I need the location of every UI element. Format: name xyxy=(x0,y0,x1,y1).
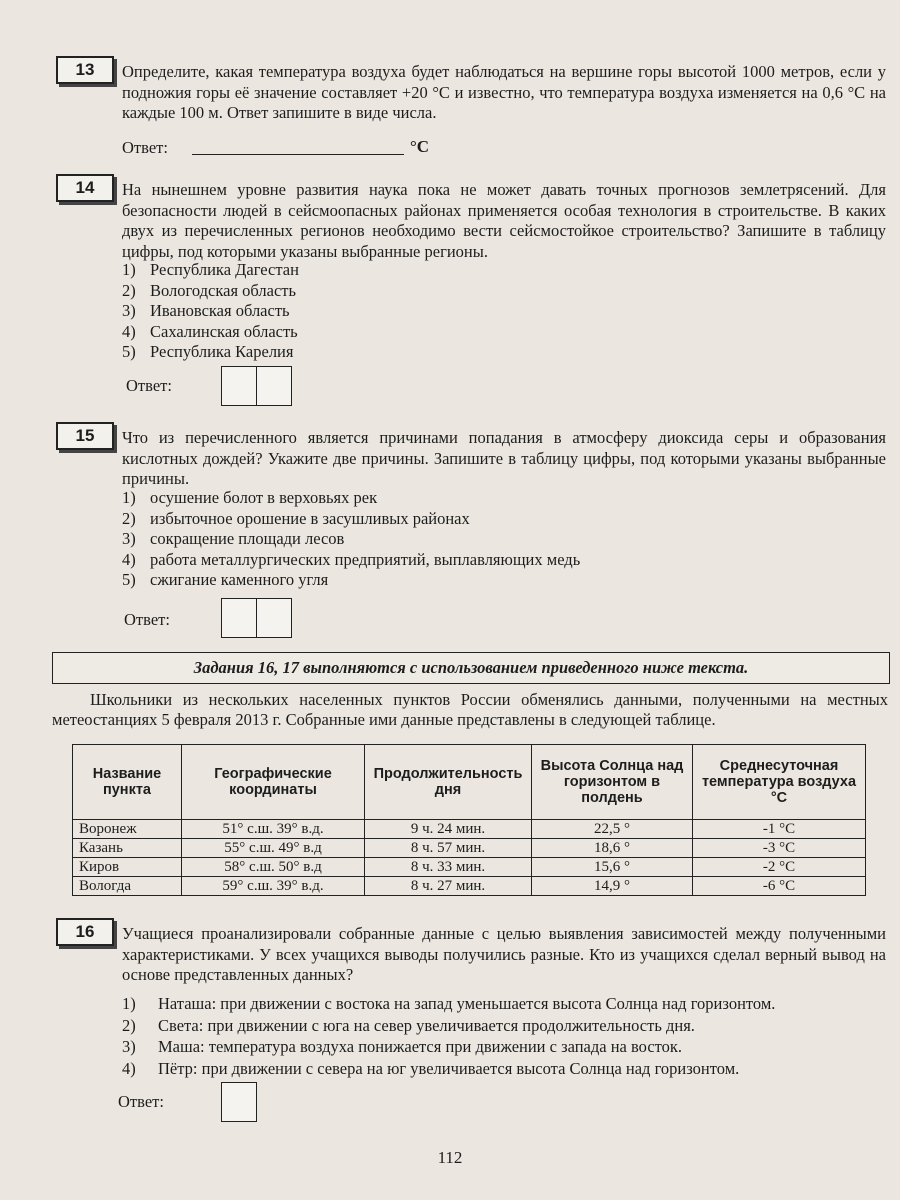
question-16-number: 16 xyxy=(56,918,114,946)
table-row xyxy=(73,858,866,877)
cell-name: Киров xyxy=(73,858,182,877)
cell-day-length: 8 ч. 57 мин. xyxy=(365,839,532,858)
cell-coords: 51° с.ш. 39° в.д. xyxy=(182,820,365,839)
question-15-options xyxy=(122,488,580,591)
option-item: 4) Сахалинская область xyxy=(122,321,298,341)
header-temperature: Среднесуточная температура воздуха °С xyxy=(693,745,866,820)
option-item: 1) осушение болот в верховьях рек xyxy=(122,488,378,507)
option-item: 4) Пётр: при движении с севера на юг увеличивается высота Солнца над горизонтом. xyxy=(122,1058,740,1078)
tasks-16-17-banner: Задания 16, 17 выполняются с использованием приведенного ниже текста. xyxy=(52,652,890,684)
table-row xyxy=(73,877,866,896)
question-13-number: 13 xyxy=(56,56,114,84)
option-item: 5) сжигание каменного угля xyxy=(122,570,329,589)
question-15-answer-label: Ответ: xyxy=(124,610,170,629)
question-13-text: Определите, какая температура воздуха будет наблюдаться на вершине горы высотой 1000 метров, если у подножия горы её значение составляет +20 °С и известно, что температура воздуха изменяется на 0,6 °С на каждые 100 м. Ответ запишите в виде числа. xyxy=(122,62,886,122)
table-row xyxy=(73,839,866,858)
cell-sun-height: 22,5 ° xyxy=(532,820,693,839)
question-14-text: На нынешнем уровне развития наука пока не может давать точных прогнозов землетрясений. Для безопасности людей в сейсмоопасных районах применяется особая технология в строительстве. В каких двух из перечисленных регионов необходимо вести сейсмостойкое строительство? Запишите в таблицу цифры, под которыми указаны выбранные регионы. xyxy=(122,180,886,261)
cell-name: Воронеж xyxy=(73,820,182,839)
table-intro-text: Школьники из нескольких населенных пунктов России обменялись данными, полученными на местных метеостанциях 5 февраля 2013 г. Собранные ими данные представлены в следующей таблице. xyxy=(52,690,888,729)
question-14-options xyxy=(122,260,299,363)
weather-data-table xyxy=(72,744,866,896)
option-item: 3) сокращение площади лесов xyxy=(122,529,345,548)
cell-temperature: -3 °С xyxy=(693,839,866,858)
option-item: 2) избыточное орошение в засушливых районах xyxy=(122,508,470,528)
question-13-answer-line[interactable] xyxy=(192,154,404,155)
cell-coords: 55° с.ш. 49° в.д xyxy=(182,839,365,858)
cell-day-length: 8 ч. 33 мин. xyxy=(365,858,532,877)
page-number: 112 xyxy=(437,1148,463,1167)
option-item: 4) работа металлургических предприятий, выплавляющих медь xyxy=(122,549,581,569)
question-16-answer-cell[interactable] xyxy=(221,1082,257,1122)
table-row xyxy=(73,820,866,839)
option-item: 1) Наташа: при движении с востока на запад уменьшается высота Солнца над горизонтом. xyxy=(122,994,776,1013)
table-header-row xyxy=(73,745,866,820)
cell-sun-height: 15,6 ° xyxy=(532,858,693,877)
question-13-unit: °С xyxy=(410,137,430,156)
option-item: 3) Маша: температура воздуха понижается при движении с запада на восток. xyxy=(122,1037,683,1056)
question-16-answer-label: Ответ: xyxy=(118,1092,164,1111)
cell-temperature: -2 °С xyxy=(693,858,866,877)
cell-sun-height: 18,6 ° xyxy=(532,839,693,858)
header-name: Название пункта xyxy=(73,745,182,820)
cell-coords: 58° с.ш. 50° в.д xyxy=(182,858,365,877)
option-item: 3) Ивановская область xyxy=(122,301,290,320)
header-day-length: Продолжительность дня xyxy=(365,745,532,820)
cell-temperature: -6 °С xyxy=(693,877,866,896)
cell-name: Вологда xyxy=(73,877,182,896)
question-14-answer-cell-2[interactable] xyxy=(256,366,292,406)
question-15-number: 15 xyxy=(56,422,114,450)
header-sun-height: Высота Солнца над горизонтом в полдень xyxy=(532,745,693,820)
question-16-options xyxy=(122,994,775,1079)
cell-temperature: -1 °С xyxy=(693,820,866,839)
cell-name: Казань xyxy=(73,839,182,858)
cell-day-length: 9 ч. 24 мин. xyxy=(365,820,532,839)
header-coords: Географические координаты xyxy=(182,745,365,820)
question-16-text: Учащиеся проанализировали собранные данные с целью выявления зависимостей между полученными характеристиками. У всех учащихся выводы получились разные. Кто из учащихся сделал верный вывод на основе представленных данных? xyxy=(122,924,886,984)
question-14-number: 14 xyxy=(56,174,114,202)
question-14-answer-label: Ответ: xyxy=(126,376,172,395)
question-15-answer-cell-2[interactable] xyxy=(256,598,292,638)
option-item: 2) Света: при движении с юга на север увеличивается продолжительность дня. xyxy=(122,1015,695,1035)
option-item: 2) Вологодская область xyxy=(122,280,297,300)
question-14-answer-cell-1[interactable] xyxy=(221,366,257,406)
cell-coords: 59° с.ш. 39° в.д. xyxy=(182,877,365,896)
bleed-through xyxy=(330,300,334,316)
cell-sun-height: 14,9 ° xyxy=(532,877,693,896)
cell-day-length: 8 ч. 27 мин. xyxy=(365,877,532,896)
question-15-text: Что из перечисленного является причинами попадания в атмосферу диоксида серы и образования кислотных дождей? Укажите две причины. Запишите в таблицу цифры, под которыми указаны выбранные причины. xyxy=(122,428,886,488)
option-item: 5) Республика Карелия xyxy=(122,342,294,361)
option-item: 1) Республика Дагестан xyxy=(122,260,299,279)
question-13-answer-label: Ответ: xyxy=(122,138,168,157)
question-15-answer-cell-1[interactable] xyxy=(221,598,257,638)
